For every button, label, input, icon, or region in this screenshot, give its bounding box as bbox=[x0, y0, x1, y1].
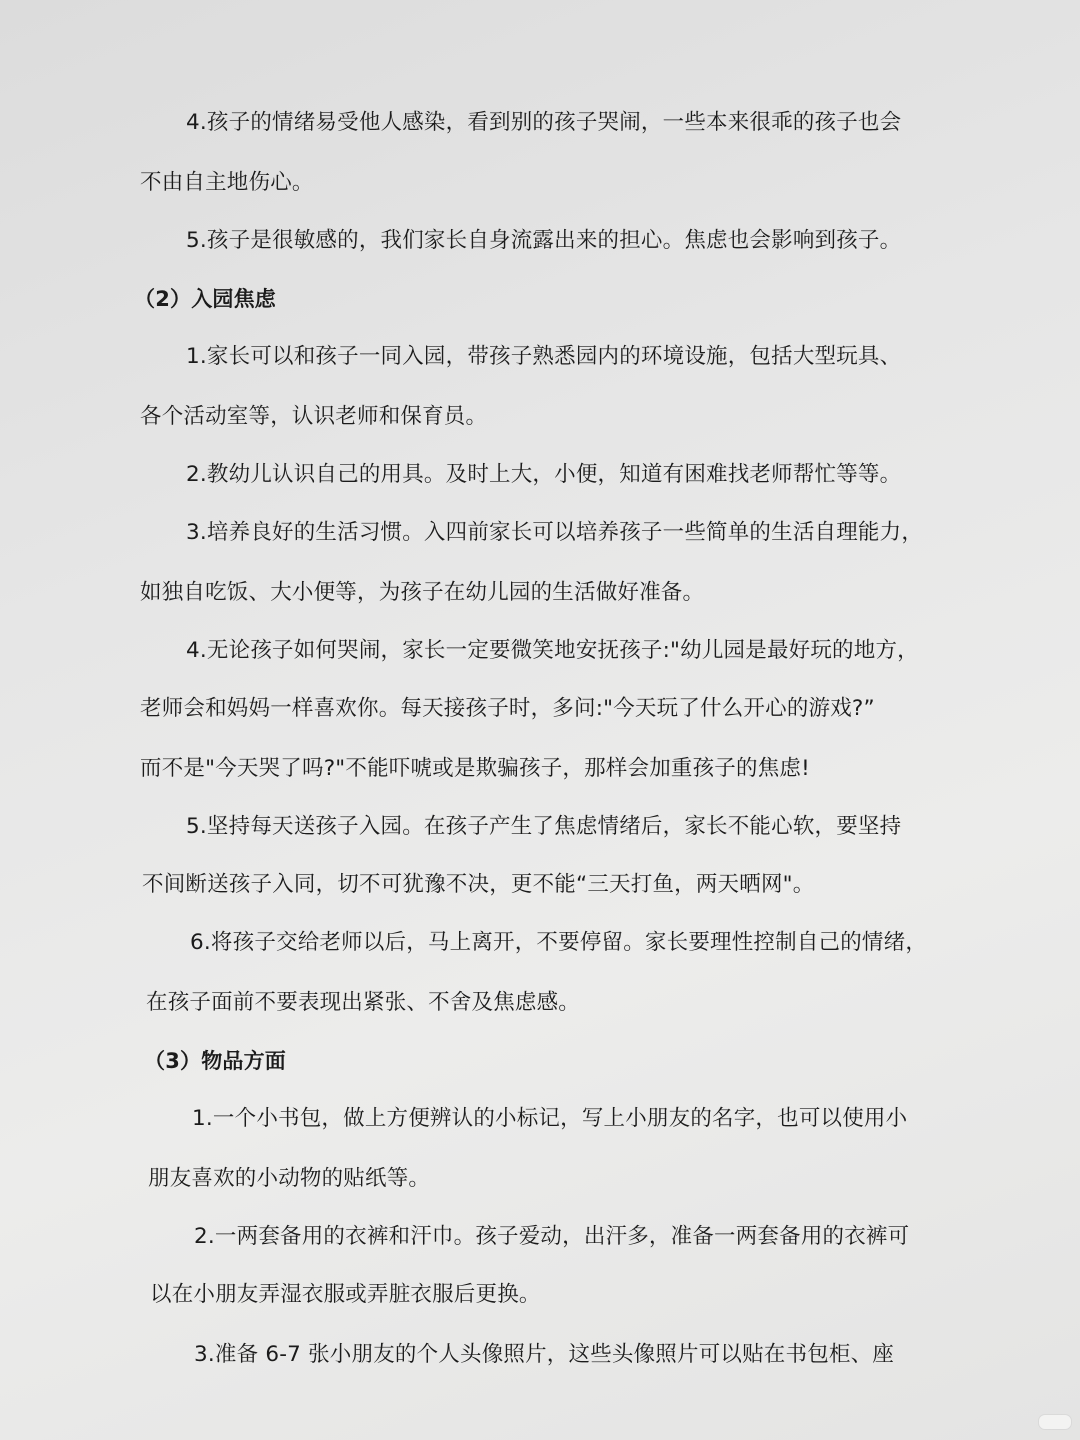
text-line: 而不是"今天哭了吗?"不能吓唬或是欺骗孩子，那样会加重孩子的焦虑! bbox=[140, 756, 810, 781]
text-line: 3.培养良好的生活习惯。入四前家长可以培养孩子一些简单的生活自理能力， bbox=[186, 520, 924, 545]
text-line: 老师会和妈妈一样喜欢你。每天接孩子时，多问:"今天玩了什么开心的游戏?” bbox=[140, 696, 875, 721]
text-line: 3.准备 6-7 张小朋友的个人头像照片，这些头像照片可以贴在书包柜、座 bbox=[194, 1342, 895, 1367]
text-line: 5.坚持每天送孩子入园。在孩子产生了焦虑情绪后，家长不能心软，要坚持 bbox=[186, 814, 902, 839]
section-heading: （2）入园焦虑 bbox=[134, 287, 277, 311]
text-line: 如独自吃饭、大小便等，为孩子在幼儿园的生活做好准备。 bbox=[140, 580, 705, 605]
text-line: 朋友喜欢的小动物的贴纸等。 bbox=[148, 1166, 431, 1191]
text-line: 以在小朋友弄湿衣服或弄脏衣服后更换。 bbox=[150, 1282, 541, 1307]
text-line: 4.孩子的情绪易受他人感染，看到别的孩子哭闹，一些本来很乖的孩子也会 bbox=[186, 110, 902, 135]
text-line: 2.教幼儿认识自己的用具。及时上大，小便，知道有困难找老师帮忙等等。 bbox=[186, 462, 902, 487]
text-line: 6.将孩子交给老师以后，马上离开，不要停留。家长要理性控制自己的情绪， bbox=[190, 930, 928, 955]
text-line: 1.家长可以和孩子一同入园，带孩子熟悉园内的环境设施，包括大型玩具、 bbox=[186, 344, 902, 369]
text-line: 在孩子面前不要表现出紧张、不舍及焦虑感。 bbox=[146, 990, 581, 1015]
text-line: 不由自主地伤心。 bbox=[140, 170, 314, 195]
text-line: 2.一两套备用的衣裤和汗巾。孩子爱动，出汗多，准备一两套备用的衣裤可 bbox=[194, 1224, 910, 1249]
text-line: 1.一个小书包，做上方便辨认的小标记，写上小朋友的名字，也可以使用小 bbox=[192, 1106, 908, 1131]
text-line: 4.无论孩子如何哭闹，家长一定要微笑地安抚孩子:"幼儿园是最好玩的地方， bbox=[186, 638, 919, 663]
text-line: 5.孩子是很敏感的，我们家长自身流露出来的担心。焦虑也会影响到孩子。 bbox=[186, 228, 902, 253]
watermark-badge bbox=[1038, 1414, 1072, 1430]
text-line: 不间断送孩子入同，切不可犹豫不决，更不能“三天打鱼，两天晒网"。 bbox=[142, 872, 815, 897]
section-heading: （3）物品方面 bbox=[144, 1049, 287, 1073]
text-line: 各个活动室等，认识老师和保育员。 bbox=[140, 404, 488, 429]
